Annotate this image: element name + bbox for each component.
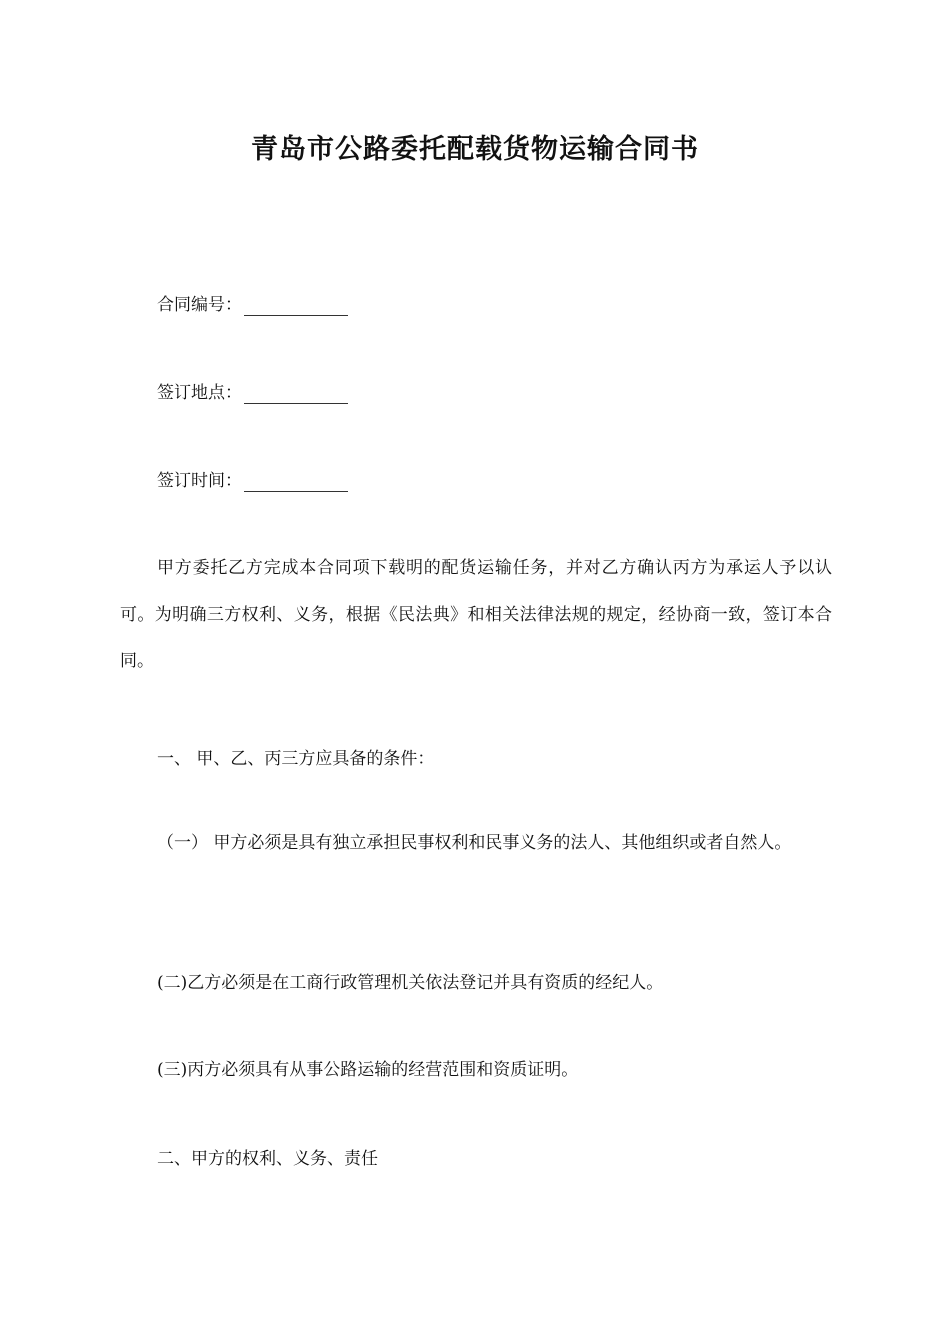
sign-time-label: 签订时间： — [157, 471, 242, 491]
intro-paragraph: 甲方委托乙方完成本合同项下载明的配货运输任务，并对乙方确认丙方为承运人予以认可。为明确三方权利、义务，根据《民法典》和相关法律法规的规定，经协商一致，签订本合同。 — [120, 558, 832, 671]
sign-time-blank — [244, 473, 348, 492]
sign-place-label: 签订地点： — [157, 383, 242, 403]
section-2-heading: 二、甲方的权利、义务、责任 — [157, 1149, 378, 1169]
clause-2: (二)乙方必须是在工商行政管理机关依法登记并具有资质的经纪人。 — [157, 973, 664, 993]
contract-number-label: 合同编号： — [157, 295, 242, 315]
contract-number-field — [157, 290, 348, 320]
section-1-heading: 一、 甲、乙、丙三方应具备的条件： — [157, 749, 435, 769]
document-title: 青岛市公路委托配载货物运输合同书 — [251, 134, 699, 165]
clause-3: (三)丙方必须具有从事公路运输的经营范围和资质证明。 — [157, 1060, 579, 1080]
sign-place-blank — [244, 385, 348, 404]
clause-1: （一） 甲方必须是具有独立承担民事权利和民事义务的法人、其他组织或者自然人。 — [157, 833, 792, 853]
sign-time-field — [157, 466, 348, 496]
contract-number-blank — [244, 297, 348, 316]
sign-place-field — [157, 378, 348, 408]
